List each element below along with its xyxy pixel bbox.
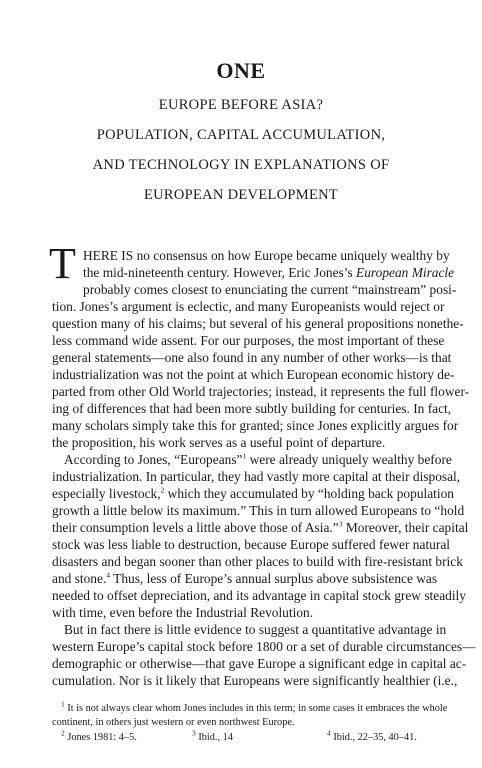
footnote-ref-1[interactable]: 1 (242, 451, 247, 461)
p2-line-7: disasters and began sooner than other places to build with fire-resistant brick (52, 554, 463, 569)
chapter-title-line-1: EUROPE BEFORE ASIA? (158, 97, 324, 113)
p2-line-5: their consumption levels a little above those of Asia.”$^3$ Moreover, their capital (52, 519, 469, 535)
footnote-3: $^3$ Ibid., 14 (192, 728, 233, 743)
p1-line-1: HERE IS no consensus on how Europe became uniquely wealthy by (83, 248, 450, 263)
footnote-ref-2[interactable]: 2 (160, 485, 165, 495)
p1-line-10: ing of differences that had been more subtly building for centuries. In fact, (52, 401, 452, 416)
footnote-ref-4[interactable]: 4 (106, 570, 111, 580)
footnote-1-line-2: continent, in others just western or even northwest Europe. (52, 717, 295, 728)
p2-line-4: growth a little below its maximum.” This in turn allowed Europeans to “hold (52, 503, 465, 518)
chapter-title-line-4: EUROPEAN DEVELOPMENT (143, 187, 339, 203)
footnote-2: $^2$ Jones 1981: 4–5. (61, 728, 137, 743)
p1-line-7: general statements—one also found in any number of other works—is that (52, 350, 452, 365)
chapter-number: ONE (216, 58, 266, 83)
book-title-european-miracle: European Miracle (356, 265, 455, 280)
p1-line-2: the mid-nineteenth century. However, Eric Jones’s European Miracle (83, 265, 455, 280)
chapter-title-line-2: POPULATION, CAPITAL ACCUMULATION, (96, 127, 386, 143)
p2-line-2: industrialization. In particular, they had vastly more capital at their disposal, (52, 469, 461, 484)
p2-line-8: and stone.$^4$ Thus, less of Europe’s annual surplus above subsistence was (52, 570, 438, 586)
p2-line-10: with time, even before the Industrial Revolution. (52, 605, 314, 620)
p1-line-8: industrialization was not the point at which European economic history de- (52, 367, 455, 382)
p2-line-1: According to Jones, “Europeans”$^1$ were already uniquely wealthy before (64, 451, 452, 467)
p2-line-6: stock was less liable to destruction, because Europe suffered fewer natural (52, 537, 450, 552)
p1-line-5: question many of his claims; but several of his general propositions nonethe- (52, 316, 464, 331)
p3-line-1: But in fact there is little evidence to suggest a quantitative advantage in (64, 622, 447, 637)
p1-line-3: probably comes closest to enunciating the current “mainstream” posi- (83, 282, 457, 297)
p3-line-3: demographic or otherwise—that gave Europe a significant edge in capital ac- (52, 656, 467, 671)
p3-line-4: cumulation. Nor is it likely that Europeans were significantly healthier (i.e., (52, 673, 458, 688)
p1-line-11: many scholars simply take this for granted; since Jones explicitly argues for (52, 418, 459, 433)
footnote-4: $^4$ Ibid., 22–35, 40–41. (327, 728, 417, 743)
p1-line-4: tion. Jones’s argument is eclectic, and many Europeanists would reject or (52, 299, 445, 314)
drop-cap: T (49, 239, 76, 288)
p2-line-3: especially livestock,$^2$ which they accumulated by “holding back population (52, 485, 455, 501)
footnote-1-line-1: $^1$ It is not always clear whom Jones includes in this term; in some cases it embraces the whole (61, 699, 448, 714)
p1-line-9: parted from other Old World trajectories; instead, it represents the full flower- (52, 384, 470, 399)
p3-line-2: western Europe’s capital stock before 1800 or a set of durable circumstances— (52, 639, 476, 654)
p1-line-12: the proposition, his work serves as a useful point of departure. (52, 435, 386, 450)
p1-line-6: less command wide assent. For our purposes, the most important of these (52, 333, 445, 348)
chapter-title-line-3: AND TECHNOLOGY IN EXPLANATIONS OF (92, 157, 390, 173)
footnotes-row (52, 728, 437, 744)
p2-line-9: needed to offset depreciation, and its advantage in capital stock grew steadily (52, 588, 466, 603)
footnote-ref-3[interactable]: 3 (338, 519, 343, 529)
